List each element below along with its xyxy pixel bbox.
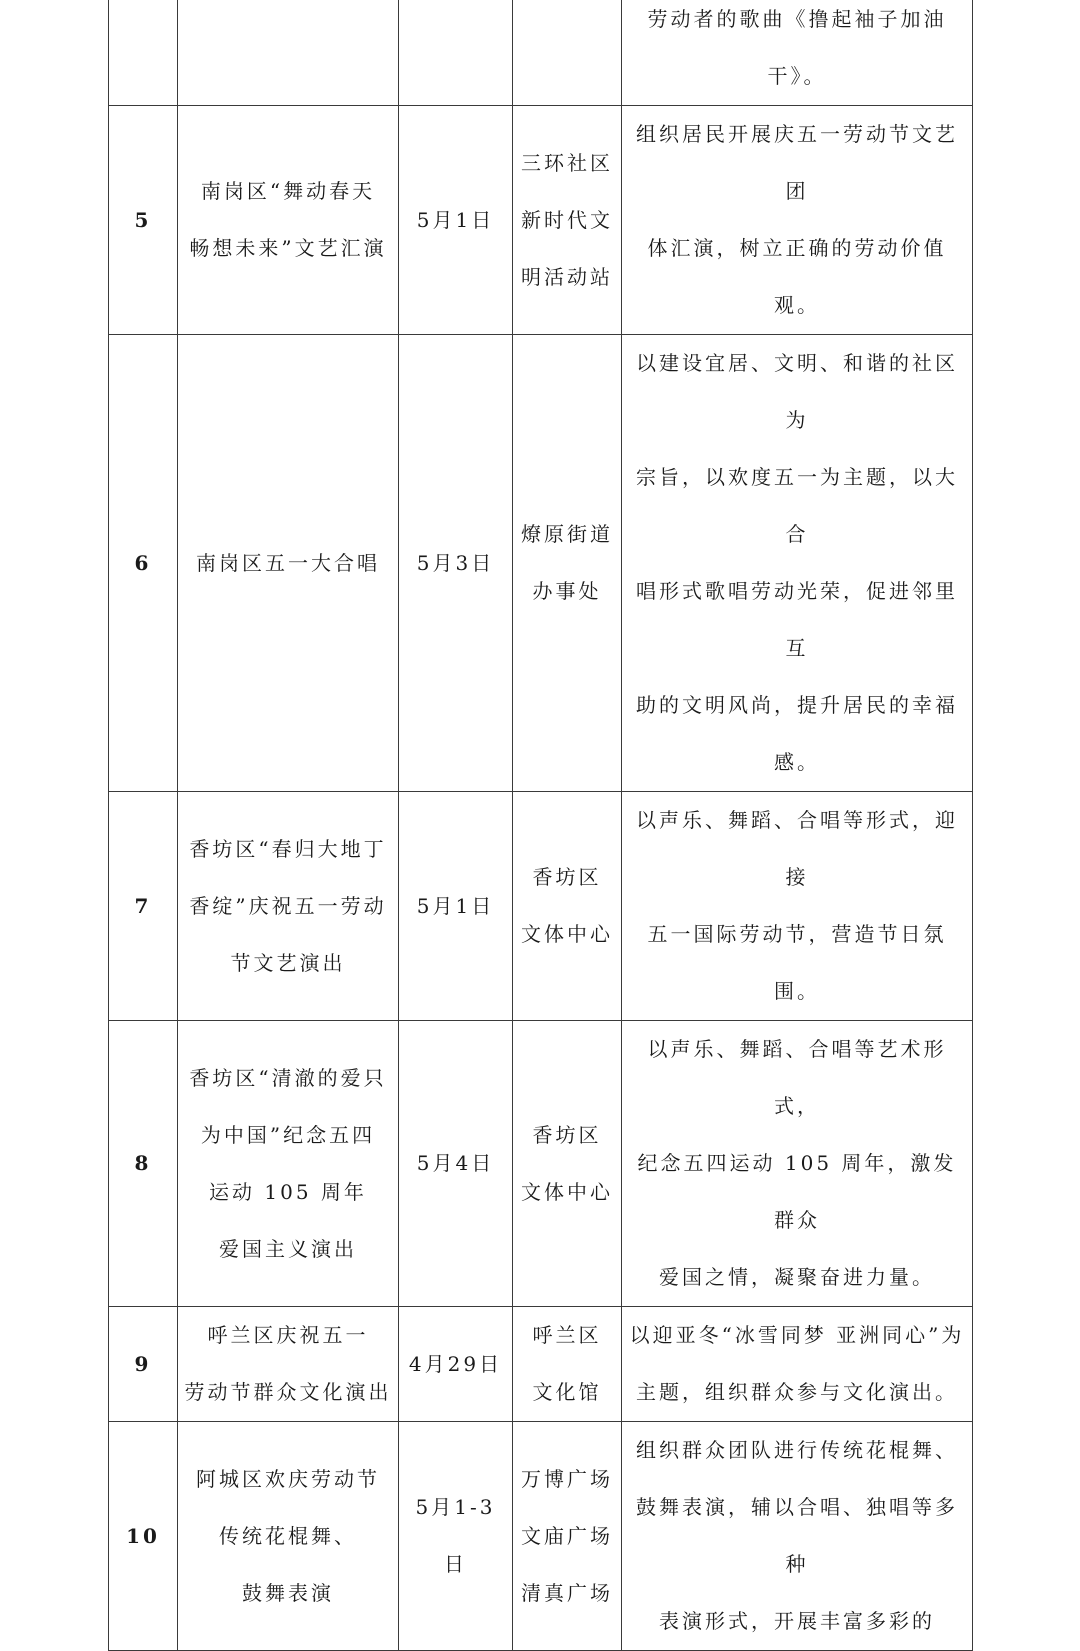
activity-date: 5月1日 bbox=[399, 792, 513, 1021]
activity-place: 呼兰区 文化馆 bbox=[513, 1307, 622, 1422]
table-row bbox=[109, 792, 973, 1021]
activity-description: 以声乐、舞蹈、合唱等艺术形式， 纪念五四运动 105 周年，激发群众 爱国之情，凝聚奋进力量。 bbox=[622, 1021, 973, 1307]
activity-date: 5月4日 bbox=[399, 1021, 513, 1307]
activity-place: 三环社区 新时代文 明活动站 bbox=[513, 106, 622, 335]
activity-place bbox=[513, 0, 622, 106]
activity-description: 以建设宜居、文明、和谐的社区为 宗旨，以欢度五一为主题，以大合 唱形式歌唱劳动光荣，促进邻里互 助的文明风尚，提升居民的幸福感。 bbox=[622, 335, 973, 792]
row-number: 7 bbox=[109, 792, 178, 1021]
row-number bbox=[109, 0, 178, 106]
activity-description: 以声乐、舞蹈、合唱等形式，迎接 五一国际劳动节，营造节日氛围。 bbox=[622, 792, 973, 1021]
table-row bbox=[109, 0, 973, 106]
activity-date bbox=[399, 0, 513, 106]
activity-place: 香坊区 文体中心 bbox=[513, 1021, 622, 1307]
activity-name: 香坊区“春归大地丁 香绽”庆祝五一劳动 节文艺演出 bbox=[178, 792, 399, 1021]
row-number: 5 bbox=[109, 106, 178, 335]
row-number: 10 bbox=[109, 1422, 178, 1651]
table-row bbox=[109, 1422, 973, 1651]
row-number: 6 bbox=[109, 335, 178, 792]
activity-date: 4月29日 bbox=[399, 1307, 513, 1422]
activity-schedule-table bbox=[108, 0, 973, 1651]
activity-place: 燎原街道 办事处 bbox=[513, 335, 622, 792]
activity-place: 万博广场 文庙广场 清真广场 bbox=[513, 1422, 622, 1651]
activity-name: 南岗区五一大合唱 bbox=[178, 335, 399, 792]
table-row bbox=[109, 335, 973, 792]
table-row bbox=[109, 1021, 973, 1307]
activity-name: 呼兰区庆祝五一 劳动节群众文化演出 bbox=[178, 1307, 399, 1422]
row-number: 8 bbox=[109, 1021, 178, 1307]
activity-name: 南岗区“舞动春天 畅想未来”文艺汇演 bbox=[178, 106, 399, 335]
activity-description: 以迎亚冬“冰雪同梦 亚洲同心”为 主题，组织群众参与文化演出。 bbox=[622, 1307, 973, 1422]
activity-name bbox=[178, 0, 399, 106]
activity-description: 组织群众团队进行传统花棍舞、 鼓舞表演，辅以合唱、独唱等多种 表演形式，开展丰富多彩的 bbox=[622, 1422, 973, 1651]
row-number: 9 bbox=[109, 1307, 178, 1422]
activity-date: 5月3日 bbox=[399, 335, 513, 792]
table-row bbox=[109, 1307, 973, 1422]
table-row bbox=[109, 106, 973, 335]
activity-description: 组织居民开展庆五一劳动节文艺团 体汇演，树立正确的劳动价值观。 bbox=[622, 106, 973, 335]
activity-place: 香坊区 文体中心 bbox=[513, 792, 622, 1021]
activity-date: 5月1-3日 bbox=[399, 1422, 513, 1651]
activity-name: 阿城区欢庆劳动节 传统花棍舞、 鼓舞表演 bbox=[178, 1422, 399, 1651]
activity-date: 5月1日 bbox=[399, 106, 513, 335]
activity-description: 劳动者的歌曲《撸起袖子加油干》。 bbox=[622, 0, 973, 106]
activity-name: 香坊区“清澈的爱只 为中国”纪念五四 运动 105 周年 爱国主义演出 bbox=[178, 1021, 399, 1307]
